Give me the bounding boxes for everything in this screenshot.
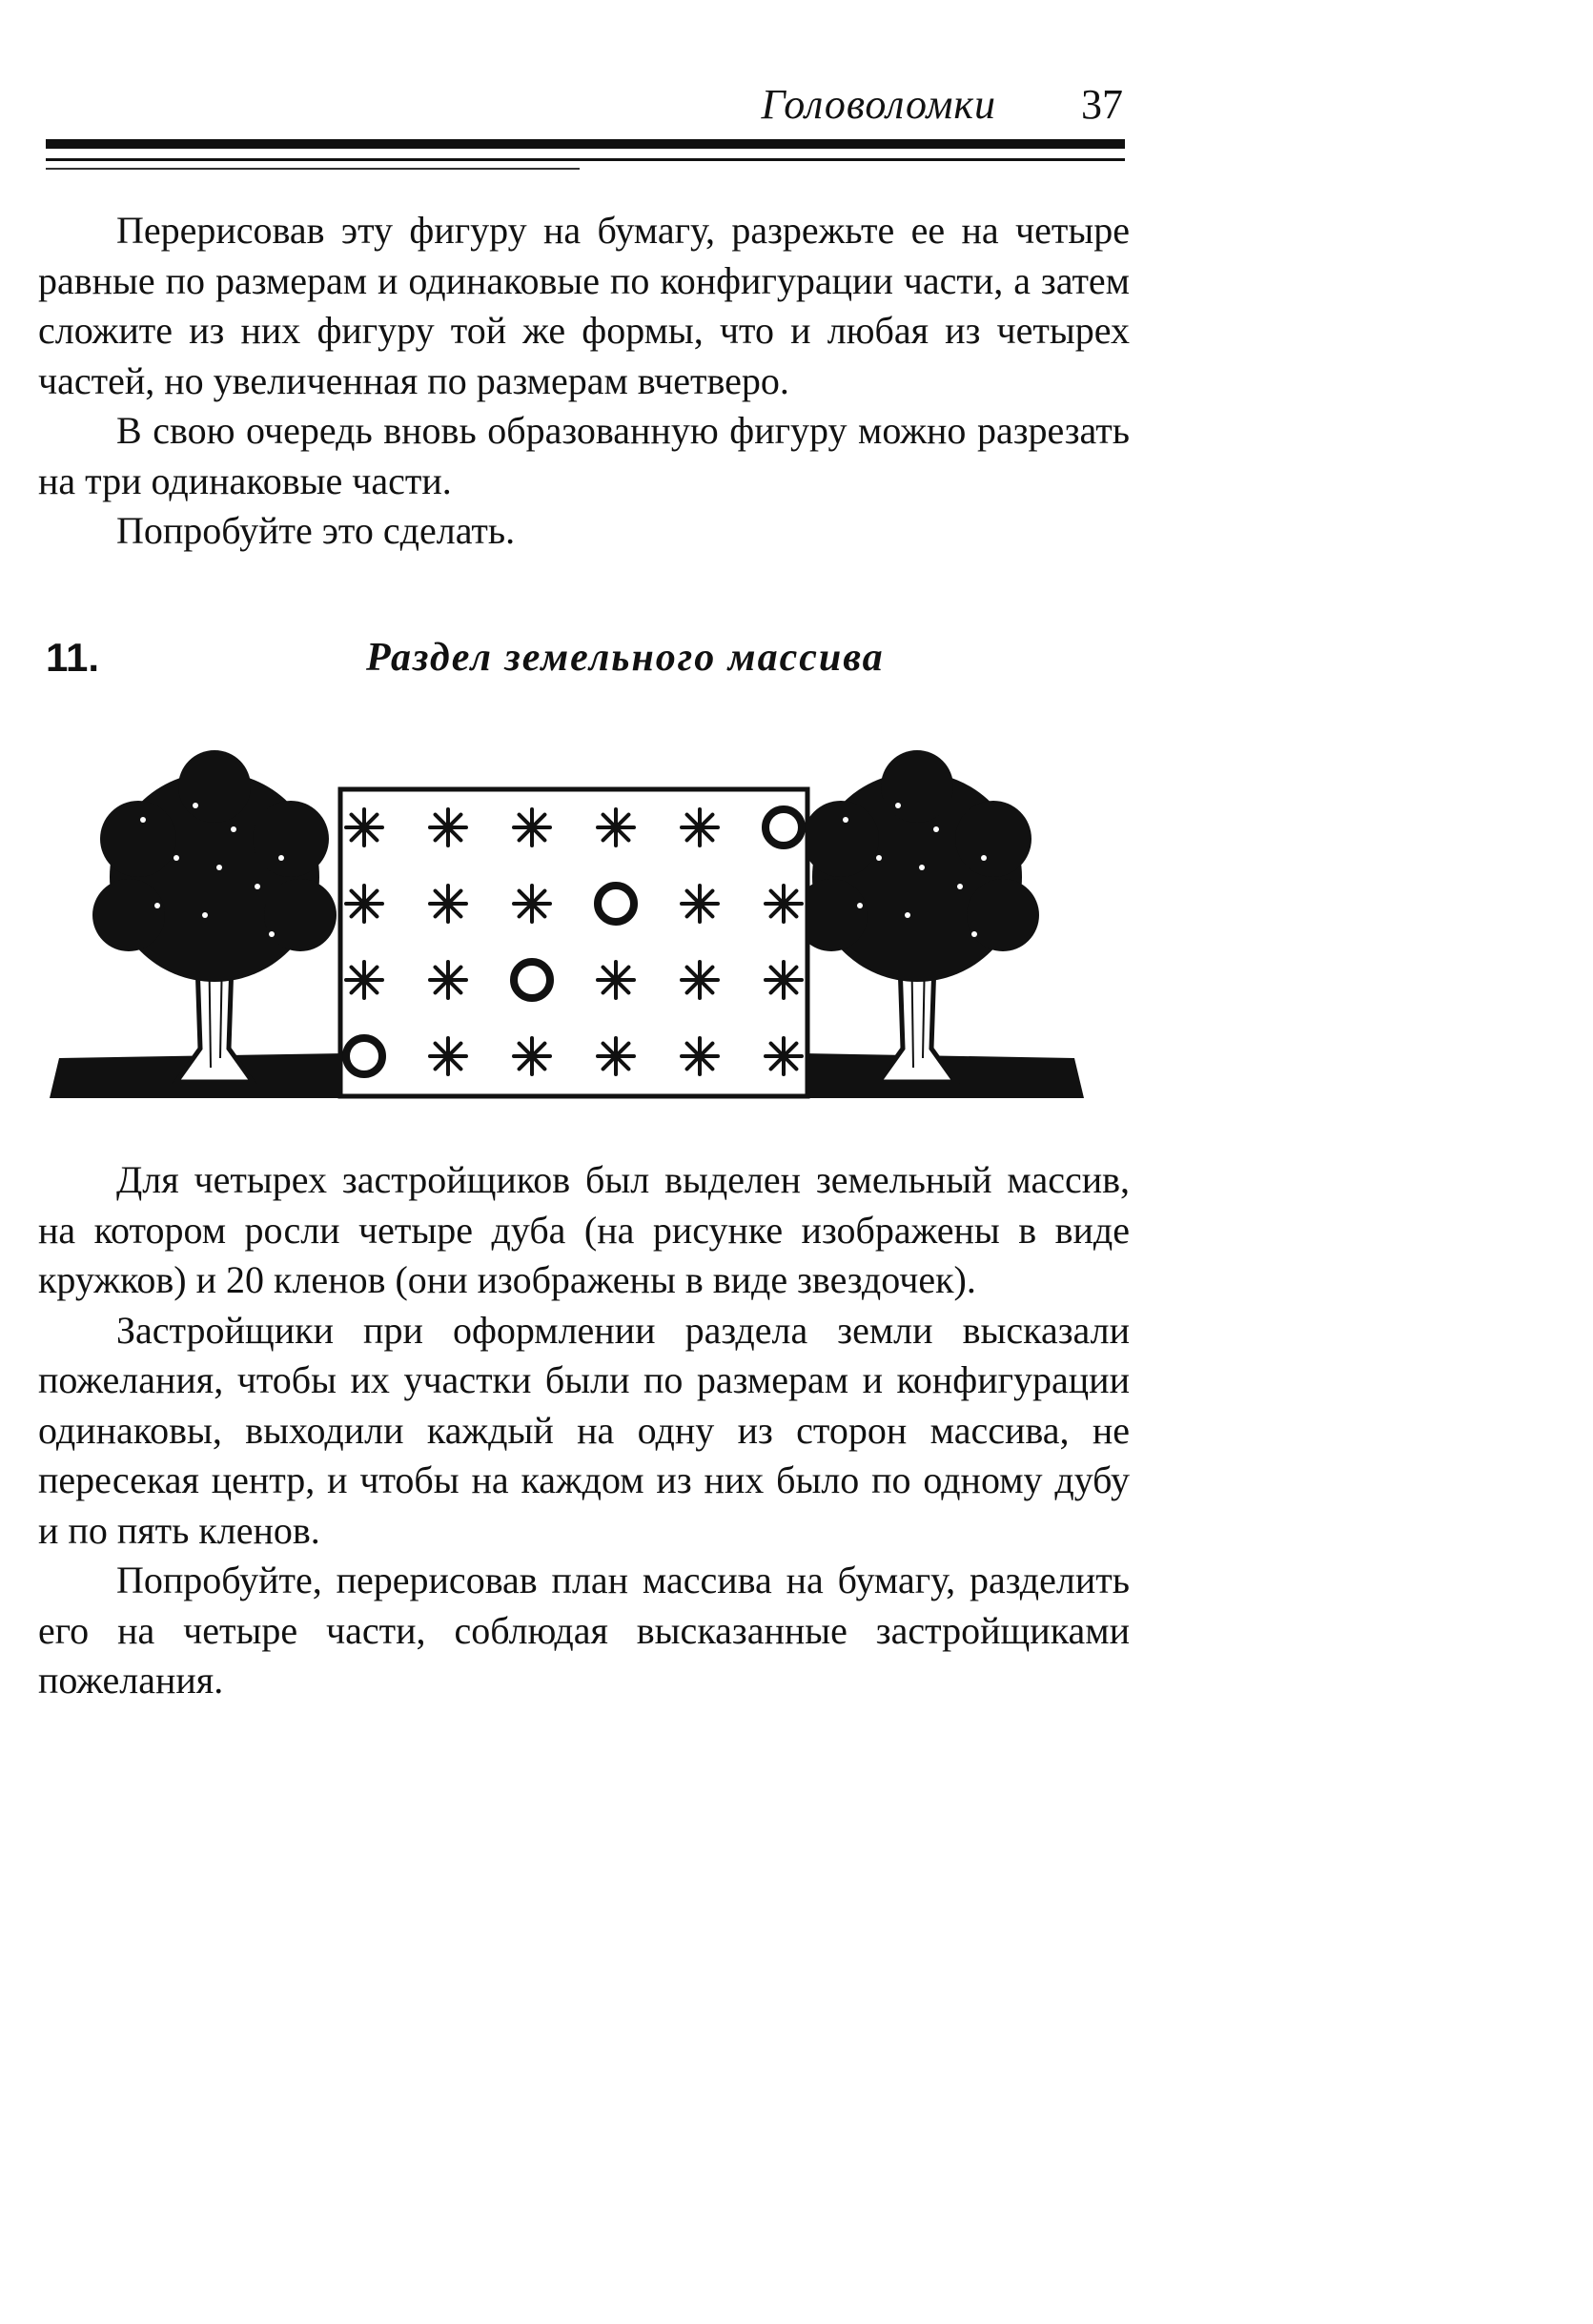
left-tree-icon xyxy=(92,750,337,1082)
asterisk-maple-icon xyxy=(766,886,802,922)
intro-paragraph-2: В свою очередь вновь образованную фигуру можно разрезать на три одинаковые части. xyxy=(38,409,1130,502)
running-head-title: Головоломки xyxy=(761,81,996,128)
problem-heading xyxy=(46,629,1133,686)
problem-text xyxy=(38,1155,1130,1706)
problem-number: 11. xyxy=(46,635,100,680)
asterisk-maple-icon xyxy=(766,1038,802,1074)
problem-title: Раздел земельного массива xyxy=(366,636,885,680)
land-plot-illustration xyxy=(50,744,1098,1125)
asterisk-maple-icon xyxy=(682,809,718,846)
asterisk-maple-icon xyxy=(430,886,466,922)
asterisk-maple-icon xyxy=(598,809,634,846)
asterisk-maple-icon xyxy=(598,1038,634,1074)
asterisk-maple-icon xyxy=(682,886,718,922)
asterisk-maple-icon xyxy=(514,886,550,922)
asterisk-maple-icon xyxy=(346,809,382,846)
right-tree-icon xyxy=(795,750,1039,1082)
asterisk-maple-icon xyxy=(682,962,718,998)
intro-paragraph-1: Перерисовав эту фигуру на бумагу, разрежьте ее на четыре равные по размерам и одинаковые по конфигурации части, а затем сложите из них фигуру той же формы, что и любая из четырех частей, но увеличенная по размерам вчетверо. xyxy=(38,209,1130,402)
land-plot-border xyxy=(340,789,807,1096)
asterisk-maple-icon xyxy=(430,1038,466,1074)
problem-paragraph-1: Для четырех застройщиков был выделен земельный массив, на котором росли четыре дуба (на рисунке изображены в виде кружков) и 20 кленов (они изображены в виде звездочек). xyxy=(38,1158,1130,1301)
page-number: 37 xyxy=(1081,81,1123,128)
asterisk-maple-icon xyxy=(430,962,466,998)
intro-paragraph-3: Попробуйте это сделать. xyxy=(116,509,516,552)
asterisk-maple-icon xyxy=(598,962,634,998)
asterisk-maple-icon xyxy=(346,962,382,998)
intro-text xyxy=(38,206,1130,557)
asterisk-maple-icon xyxy=(346,886,382,922)
asterisk-maple-icon xyxy=(514,1038,550,1074)
asterisk-maple-icon xyxy=(430,809,466,846)
running-head xyxy=(46,76,1123,133)
asterisk-maple-icon xyxy=(682,1038,718,1074)
problem-paragraph-3: Попробуйте, перерисовав план массива на бумагу, разделить его на четыре части, соблюдая высказанные застройщиками пожелания. xyxy=(38,1559,1130,1702)
header-rule-hairline xyxy=(46,168,580,170)
asterisk-maple-icon xyxy=(514,809,550,846)
problem-paragraph-2: Застройщики при оформлении раздела земли высказали пожелания, чтобы их участки были по размерам и конфигурации одинаковы, выходили каждый на одну из сторон массива, не пересекая центр, и чтобы на каждом из них было по одному дубу и по пять кленов. xyxy=(38,1308,1130,1552)
header-rule-thick xyxy=(46,139,1125,149)
asterisk-maple-icon xyxy=(766,962,802,998)
header-rule-thin xyxy=(46,158,1125,161)
